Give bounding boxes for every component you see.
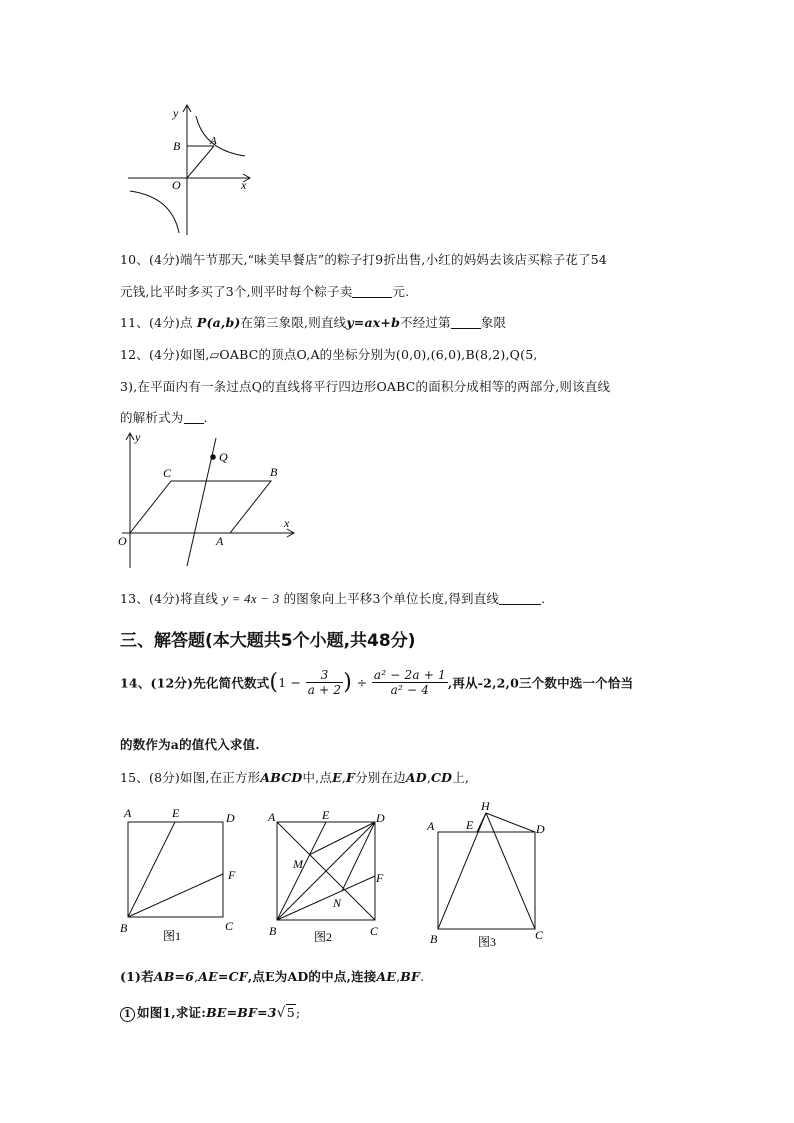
label-x: x — [284, 516, 290, 530]
segment-mn-ext — [309, 822, 375, 855]
fig-2-square — [262, 802, 397, 947]
q11-point: P(a,b) — [196, 315, 241, 330]
q15-part1-comma-2: , — [396, 969, 401, 984]
label-f: F — [228, 868, 236, 882]
q10-answer-blank[interactable] — [352, 285, 392, 298]
q15-sub1-post: ; — [295, 1005, 301, 1020]
segment-bh — [438, 813, 486, 929]
q15-cd: CD — [431, 770, 453, 785]
label-h: H — [481, 799, 490, 813]
q12-line1: 12、(4分)如图,▱OABC的顶点O,A的坐标分别为(0,0),(6,0),B(8,2),Q(5, — [120, 347, 538, 362]
q15-part1-mid: ,点E为AD的中点,连接 — [247, 969, 377, 984]
segment-bf — [277, 876, 375, 920]
q14-line1 — [120, 668, 633, 697]
label-d: D — [376, 811, 385, 825]
q14-frac2-den: a² − 4 — [390, 683, 430, 697]
label-e: E — [322, 808, 330, 822]
q14-close-paren: ) — [343, 670, 353, 695]
q13-post: . — [541, 591, 546, 606]
label-e: E — [172, 806, 180, 820]
q14-div: ÷ — [356, 675, 368, 690]
q15-ad: AD — [405, 770, 427, 785]
fig-q9-hyperbola — [120, 100, 260, 240]
fig-q12-parallelogram — [112, 428, 302, 573]
q12-answer-blank[interactable] — [184, 411, 204, 424]
q10-line1: 10、(4分)端午节那天,“味美早餐店”的粽子打9折出售,小红的妈妈去该店买粽子花了54 — [120, 252, 607, 267]
q15-part1-eq2: AE=CF — [198, 969, 248, 984]
caption: 图1 — [163, 929, 182, 943]
q13-line — [120, 589, 545, 607]
square-abcd — [128, 822, 223, 917]
q14-one-minus: 1 − — [278, 675, 302, 690]
q15-sub1 — [120, 1003, 300, 1022]
segment-eh — [477, 813, 486, 832]
label-x: x — [241, 178, 247, 192]
q11-mid2: 不经过第 — [400, 315, 451, 330]
q15-comma-2: , — [426, 770, 432, 785]
label-a: A — [216, 534, 224, 548]
q11-post: 象限 — [480, 315, 507, 330]
label-b: B — [173, 139, 181, 153]
label-y: y — [135, 430, 141, 444]
caption: 图3 — [478, 935, 497, 949]
label-n: N — [333, 896, 342, 910]
q14-line2: 的数作为a的值代入求值. — [120, 737, 260, 752]
label-o: O — [172, 178, 181, 192]
q14-fraction-2 — [372, 668, 448, 697]
segment-be — [128, 822, 175, 917]
q15-part1-pre: (1)若 — [120, 969, 154, 984]
q10-line2-post: 元. — [392, 284, 410, 299]
label-b: B — [120, 921, 128, 935]
q15-e: E — [332, 770, 342, 785]
label-m: M — [293, 857, 303, 871]
q15-part1 — [120, 967, 424, 985]
q13-eq: y = 4x − 3 — [222, 591, 280, 606]
q15-abcd: ABCD — [260, 770, 303, 785]
segment-hc — [486, 813, 535, 929]
q15-part1-bf: BF — [400, 969, 421, 984]
square-abcd — [438, 832, 535, 929]
fig-3-square — [420, 795, 560, 950]
q14-frac1-den: a + 2 — [307, 683, 342, 697]
q11-answer-blank[interactable] — [451, 316, 481, 329]
label-d: D — [536, 822, 545, 836]
q15-line1-pre: 15、(8分)如图,在正方形 — [120, 770, 261, 785]
circled-number: 1 — [120, 1007, 135, 1022]
q10-line2-pre: 元钱,比平时多买了3个,则平时每个粽子卖 — [120, 284, 353, 299]
caption: 图2 — [314, 930, 333, 944]
label-a: A — [124, 806, 132, 820]
q15-line1-mid: 中,点 — [302, 770, 333, 785]
label-a: A — [427, 819, 435, 833]
q11-mid: 在第三象限,则直线 — [240, 315, 347, 330]
hyperbola-branch-2 — [130, 191, 179, 233]
label-y: y — [173, 106, 179, 120]
hyperbola-branch-1 — [196, 116, 245, 156]
q15-part1-eq1: AB=6 — [153, 969, 195, 984]
label-a: A — [210, 135, 217, 147]
q15-part1-post: . — [420, 969, 425, 984]
segment-oa — [187, 146, 214, 178]
q14-post: ,再从-2,2,0三个数中选一个恰当 — [447, 675, 634, 691]
label-b: B — [430, 932, 438, 946]
section-3-title: 三、解答题(本大题共5个小题,共48分) — [120, 631, 416, 651]
q11-line — [120, 313, 506, 331]
label-o: O — [118, 534, 127, 548]
label-q: Q — [219, 450, 228, 464]
q11-eq: y=ax+b — [346, 315, 401, 330]
label-c: C — [163, 466, 172, 480]
label-c: C — [370, 924, 379, 938]
label-d: D — [226, 811, 235, 825]
q15-part1-comma: , — [194, 969, 199, 984]
segment-be — [277, 822, 326, 920]
q14-frac1-num: 3 — [306, 668, 343, 683]
q11-pre: 11、(4分)点 — [120, 315, 193, 330]
q15-line1-post: 上, — [452, 770, 470, 785]
label-b: B — [269, 924, 277, 938]
fig-1-square — [115, 802, 245, 947]
q15-sub1-root: 5 — [286, 1005, 295, 1020]
segment-bf — [128, 874, 223, 917]
q13-answer-blank[interactable] — [499, 592, 541, 605]
label-e: E — [466, 818, 474, 832]
q15-line1-mid2: 分别在边 — [355, 770, 406, 785]
label-b: B — [270, 465, 278, 479]
label-c: C — [225, 919, 234, 933]
q12-line2: 3),在平面内有一条过点Q的直线将平行四边形OABC的面积分成相等的两部分,则该直线 — [120, 379, 611, 394]
q14-frac2-num: a² − 2a + 1 — [373, 668, 446, 682]
segment-dn — [342, 822, 375, 891]
q12-line3-post: . — [203, 410, 208, 425]
q15-comma: , — [341, 770, 346, 785]
q14-fraction-1 — [306, 668, 343, 697]
q12-line3-pre: 的解析式为 — [120, 410, 184, 425]
q12-line3 — [120, 408, 208, 426]
point-q — [210, 454, 216, 460]
label-c: C — [535, 928, 544, 942]
q15-sub1-eq: BE=BF=3 — [206, 1005, 277, 1020]
q14-open-paren: ( — [269, 670, 279, 695]
q10-line2 — [120, 282, 409, 300]
q15-line1 — [120, 768, 469, 786]
sqrt-icon: √ — [276, 1005, 286, 1021]
label-a: A — [268, 810, 276, 824]
q15-f: F — [345, 770, 356, 785]
q13-pre: 13、(4分)将直线 — [120, 591, 219, 606]
label-f: F — [376, 871, 384, 885]
q15-part1-ae: AE — [376, 969, 397, 984]
q15-sub1-pre: 如图1,求证: — [137, 1005, 207, 1020]
q14-pre: 14、(12分)先化简代数式 — [120, 675, 270, 691]
q13-mid: 的图象向上平移3个单位长度,得到直线 — [283, 591, 500, 606]
